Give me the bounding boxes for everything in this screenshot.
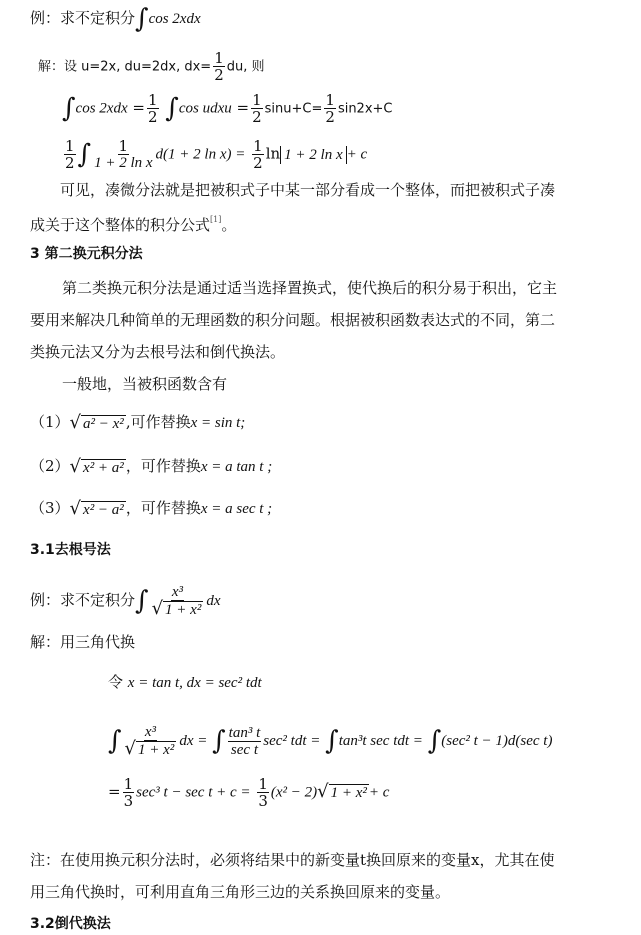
example1-prompt: 例：求不定积分∫cos 2xdx <box>30 4 201 34</box>
case-1: （1）√ a² − x² ,可作替换x = sin t; <box>30 411 246 433</box>
paragraph-2-line-3: 类换元法又分为去根号法和倒代换法。 <box>30 343 286 361</box>
example2-prompt: 例：求不定积分∫ $\frac{\text{x³}}{\text{√ 1 + x²}}$ dx <box>30 584 221 619</box>
section-3-2-title: 3.2倒代换法 <box>30 916 111 932</box>
case-3: （3）√ x² − a² ，可作替换x = a sec t ; <box>30 497 273 519</box>
example2-equation-1: ∫ $\frac{\text{x³}}{\text{√ 1 + x²}}$ dx = ∫ $\frac{\text{tan³ t}}{\text{sec t}}$ sec² tdt = ∫tan³t sec tdt = ∫(sec² t − 1)d(sec t) <box>108 724 553 759</box>
section-3-1-title: 3.1去根号法 <box>30 542 111 558</box>
example1-equation-2: $\frac{1}{2}$ ∫ $\frac{1}{\text{1 + 2 ln x}}$ d(1 + 2 ln x) = $\frac{1}{2}$ ln 1 + 2 ln x + c <box>65 137 368 172</box>
note-line-2: 用三角代换时，可利用直角三角形三边的关系换回原来的变量。 <box>30 883 451 901</box>
case-2: （2）√ x² + a² ，可作替换x = a tan t ; <box>30 455 273 477</box>
example2-equation-2: = $\frac{1}{3}$ sec³ t − sec t + c = $\frac{1}{3}$ (x² − 2)√ 1 + x² + c <box>108 775 390 810</box>
paragraph-2-line-1: 第二类换元积分法是通过适当选择置换式，使代换后的积分易于积出，它主 <box>62 279 558 297</box>
paragraph-3: 一般地，当被积函数含有 <box>62 375 228 393</box>
note-line-1: 注：在使用换元积分法时，必须将结果中的新变量t换回原来的变量x，尤其在使 <box>30 851 555 869</box>
example2-solution-intro: 解：用三角代换 <box>30 633 136 651</box>
example1-solution-intro: 解：设 u=2x, du=2dx, dx= $\frac{1}{2}$ du, 则 <box>38 49 265 84</box>
section-3-title: 3 第二换元积分法 <box>30 246 143 262</box>
paragraph-2-line-2: 要用来解决几种简单的无理函数的积分问题。根据被积函数表达式的不同，第二 <box>30 311 556 329</box>
paragraph-1-line-1: 可见，凑微分法就是把被积式子中某一部分看成一个整体，而把被积式子凑 <box>60 181 556 199</box>
example2-substitution: 令 x = tan t, dx = sec² tdt <box>108 673 262 691</box>
paragraph-1-line-2: 成关于这个整体的积分公式[1]。 <box>30 215 237 234</box>
example1-equation-1: ∫cos 2xdx = $\frac{1}{2}$ ∫cos udxu = $\frac{1}{2}$ sinu+C= $\frac{1}{2}$ sin2x+C <box>62 91 393 126</box>
